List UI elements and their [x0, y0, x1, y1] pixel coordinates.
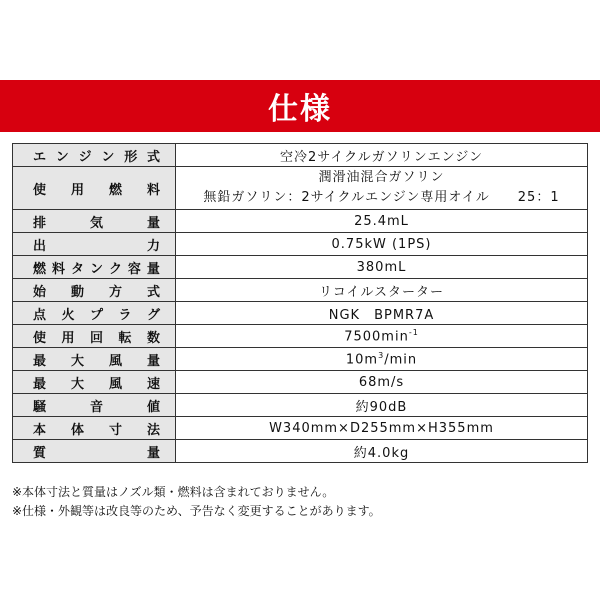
spec-value-text: 約4.0kg [353, 445, 410, 461]
spec-label-char: 大 [70, 353, 84, 369]
spec-label-char: ン [55, 149, 69, 165]
spec-row [13, 417, 588, 440]
spec-value-text: 380mL [356, 259, 407, 275]
spec-value-tail: /min [384, 352, 418, 368]
spec-value-line: 無鉛ガソリン：2サイクルエンジン専用オイル 25：1 [203, 190, 560, 205]
spec-label [13, 325, 176, 348]
spec-row [13, 256, 588, 279]
spec-row [13, 348, 588, 371]
spec-label [13, 348, 176, 371]
spec-label-char: 法 [146, 422, 160, 438]
spec-label-char: ク [108, 261, 122, 277]
spec-value-text: NGK BPMR7A [328, 307, 435, 323]
spec-label-char: 燃 [108, 182, 122, 198]
spec-value-text: 68m/s [358, 374, 405, 390]
spec-value [176, 440, 588, 463]
spec-label-char: 出 [33, 238, 47, 254]
spec-label-char: 数 [146, 330, 160, 346]
spec-value [176, 302, 588, 325]
spec-label-char: 風 [108, 376, 122, 392]
spec-value-text: 7500min [344, 329, 409, 345]
spec-value [176, 210, 588, 233]
spec-value-text: 空冷2サイクルガソリンエンジン [279, 149, 484, 165]
spec-row [13, 371, 588, 394]
spec-row [13, 325, 588, 348]
note-1: ※本体寸法と質量はノズル類・燃料は含まれておりません。 [12, 485, 335, 499]
spec-value-text: 0.75kW (1PS) [331, 236, 432, 252]
spec-value [176, 256, 588, 279]
spec-label [13, 417, 176, 440]
spec-label-char: 火 [61, 307, 75, 323]
note-2: ※仕様・外観等は改良等のため、予告なく変更することがあります。 [12, 504, 381, 518]
spec-value-text: 25.4mL [354, 213, 409, 229]
spec-label-char: 転 [118, 330, 132, 346]
spec-value-superscript: 3 [378, 350, 385, 360]
spec-label-char: 速 [146, 376, 160, 392]
spec-label-char: ン [101, 149, 115, 165]
spec-label-char: 排 [33, 215, 47, 231]
spec-row [13, 210, 588, 233]
spec-label-char: 大 [70, 376, 84, 392]
spec-label-char: 容 [127, 261, 141, 277]
spec-table [12, 143, 588, 463]
spec-label-char: 騒 [33, 399, 47, 415]
spec-label-char: ラ [118, 307, 132, 323]
spec-label-char: エ [33, 149, 47, 165]
spec-label-char: ジ [78, 149, 92, 165]
spec-value-line: 潤滑油混合ガソリン [318, 170, 445, 185]
spec-label-char: 気 [89, 215, 103, 231]
spec-label [13, 279, 176, 302]
spec-label [13, 394, 176, 417]
spec-value [176, 371, 588, 394]
spec-label-char: 料 [146, 182, 160, 198]
spec-label-char: 力 [146, 238, 160, 254]
spec-label-char: 最 [33, 353, 47, 369]
spec-label-char: 量 [146, 353, 160, 369]
spec-label [13, 144, 176, 167]
spec-value [176, 233, 588, 256]
spec-label-char: 燃 [33, 261, 47, 277]
spec-value-text: W340mm×D255mm×H355mm [269, 420, 494, 436]
spec-label-char: 量 [146, 261, 160, 277]
spec-value [176, 417, 588, 440]
spec-label-char: 動 [70, 284, 84, 300]
spec-label [13, 371, 176, 394]
notes [12, 483, 381, 521]
spec-row [13, 167, 588, 210]
spec-label-char: 用 [61, 330, 75, 346]
spec-row [13, 279, 588, 302]
spec-label-char: 料 [51, 261, 65, 277]
spec-value [176, 167, 588, 210]
spec-value-text: リコイルスターター [319, 284, 444, 300]
spec-label-char: 体 [70, 422, 84, 438]
spec-label [13, 233, 176, 256]
spec-label-char: 使 [33, 330, 47, 346]
spec-row [13, 233, 588, 256]
spec-label-char: グ [146, 307, 160, 323]
spec-label-char: 始 [33, 284, 47, 300]
spec-label-char: プ [89, 307, 103, 323]
spec-label-char: 使 [33, 182, 47, 198]
title-banner [0, 80, 600, 132]
spec-row [13, 302, 588, 325]
spec-value-superscript: -1 [408, 327, 419, 337]
spec-value [176, 348, 588, 371]
spec-label-char: 本 [33, 422, 47, 438]
spec-label-char: 寸 [108, 422, 122, 438]
spec-label-char: 方 [108, 284, 122, 300]
spec-label [13, 256, 176, 279]
spec-value [176, 325, 588, 348]
page-title: 仕様 [268, 92, 332, 127]
spec-value-text: 約90dB [355, 399, 408, 415]
spec-label-char: 量 [146, 215, 160, 231]
spec-label-char: ン [89, 261, 103, 277]
spec-label-char: タ [70, 261, 84, 277]
spec-label-char: 形 [124, 149, 138, 165]
spec-label-char: 最 [33, 376, 47, 392]
spec-label [13, 167, 176, 210]
spec-label-char: 音 [89, 399, 103, 415]
spec-label-char: 式 [146, 284, 160, 300]
spec-value [176, 279, 588, 302]
spec-value-text: 10m [345, 352, 379, 368]
spec-row [13, 144, 588, 167]
spec-label [13, 302, 176, 325]
spec-row [13, 440, 588, 463]
spec-value [176, 144, 588, 167]
spec-label-char: 質 [33, 445, 47, 461]
spec-label-char: 回 [89, 330, 103, 346]
spec-label-char: 風 [108, 353, 122, 369]
spec-label-char: 値 [146, 399, 160, 415]
spec-label-char: 式 [146, 149, 160, 165]
spec-label-char: 量 [146, 445, 160, 461]
spec-row [13, 394, 588, 417]
spec-label-char: 用 [70, 182, 84, 198]
spec-label [13, 210, 176, 233]
spec-value [176, 394, 588, 417]
spec-label-char: 点 [33, 307, 47, 323]
spec-label [13, 440, 176, 463]
